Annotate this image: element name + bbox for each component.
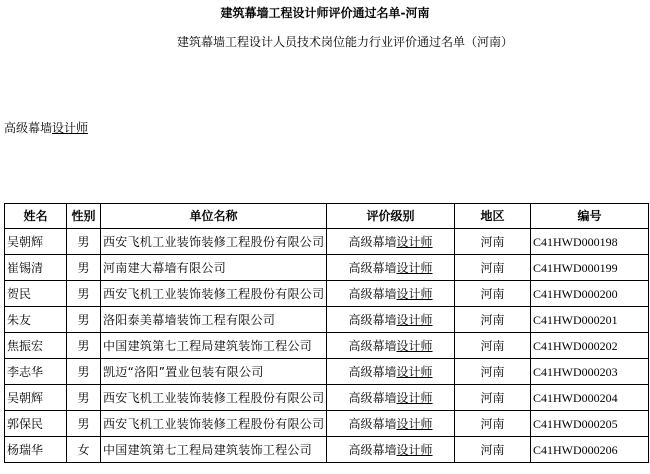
level-link[interactable]: 设计师: [396, 234, 433, 249]
level-cell: [327, 437, 455, 463]
region-cell: 河南: [455, 229, 531, 255]
name-cell: 崔锡清: [5, 255, 67, 281]
level-cell: [327, 359, 455, 385]
name-cell: 贺民: [5, 281, 67, 307]
name-cell: 李志华: [5, 359, 67, 385]
header-level: 评价级别: [327, 204, 455, 229]
level-prefix: 高级幕墙: [348, 390, 397, 405]
org-cell: 西安飞机工业装饰装修工程股份有限公司: [101, 281, 327, 307]
level-prefix: 高级幕墙: [348, 416, 397, 431]
level-cell: [327, 229, 455, 255]
level-link[interactable]: 设计师: [396, 260, 433, 275]
level-prefix: 高级幕墙: [348, 312, 397, 327]
header-region: 地区: [455, 204, 531, 229]
table-row: [5, 359, 649, 385]
region-cell: 河南: [455, 437, 531, 463]
header-gender: 性别: [67, 204, 101, 229]
code-cell: C41HWD000203: [531, 359, 649, 385]
level-prefix: 高级幕墙: [348, 338, 397, 353]
name-cell: 朱友: [5, 307, 67, 333]
section-label-link[interactable]: 设计师: [52, 121, 89, 135]
gender-cell: 男: [67, 255, 101, 281]
section-label-prefix: 高级幕墙: [4, 121, 53, 135]
gender-cell: 男: [67, 307, 101, 333]
table-row: [5, 437, 649, 463]
org-cell: 凯迈“洛阳”置业包装有限公司: [101, 359, 327, 385]
table-body: [5, 229, 649, 463]
roster-table: [4, 203, 649, 463]
code-cell: C41HWD000200: [531, 281, 649, 307]
name-cell: 杨瑞华: [5, 437, 67, 463]
level-cell: [327, 411, 455, 437]
org-cell: 河南建大幕墙有限公司: [101, 255, 327, 281]
gender-cell: 男: [67, 411, 101, 437]
header-code: 编号: [531, 204, 649, 229]
region-cell: 河南: [455, 411, 531, 437]
gender-cell: 男: [67, 385, 101, 411]
level-link[interactable]: 设计师: [396, 286, 433, 301]
level-prefix: 高级幕墙: [348, 442, 397, 457]
org-cell: 洛阳泰美幕墙装饰工程有限公司: [101, 307, 327, 333]
level-link[interactable]: 设计师: [396, 416, 433, 431]
table-row: [5, 333, 649, 359]
level-cell: [327, 307, 455, 333]
name-cell: 焦振宏: [5, 333, 67, 359]
code-cell: C41HWD000202: [531, 333, 649, 359]
region-cell: 河南: [455, 359, 531, 385]
code-cell: C41HWD000204: [531, 385, 649, 411]
level-cell: [327, 385, 455, 411]
table-row: [5, 255, 649, 281]
level-link[interactable]: 设计师: [396, 364, 433, 379]
code-cell: C41HWD000205: [531, 411, 649, 437]
gender-cell: 男: [67, 359, 101, 385]
name-cell: 吴朝辉: [5, 385, 67, 411]
code-cell: C41HWD000198: [531, 229, 649, 255]
level-link[interactable]: 设计师: [396, 442, 433, 457]
org-cell: 中国建筑第七工程局建筑装饰工程公司: [101, 437, 327, 463]
region-cell: 河南: [455, 307, 531, 333]
table-header-row: [5, 204, 649, 229]
gender-cell: 男: [67, 281, 101, 307]
org-cell: 中国建筑第七工程局建筑装饰工程公司: [101, 333, 327, 359]
header-name: 姓名: [5, 204, 67, 229]
table-row: [5, 229, 649, 255]
page-title: 建筑幕墙工程设计师评价通过名单-河南: [220, 6, 430, 20]
level-prefix: 高级幕墙: [348, 286, 397, 301]
section-label: [4, 120, 88, 136]
level-cell: [327, 333, 455, 359]
name-cell: 郭保民: [5, 411, 67, 437]
region-cell: 河南: [455, 385, 531, 411]
code-cell: C41HWD000206: [531, 437, 649, 463]
table-row: [5, 307, 649, 333]
level-prefix: 高级幕墙: [348, 260, 397, 275]
code-cell: C41HWD000201: [531, 307, 649, 333]
table-row: [5, 385, 649, 411]
code-cell: C41HWD000199: [531, 255, 649, 281]
level-link[interactable]: 设计师: [396, 390, 433, 405]
page-subtitle: 建筑幕墙工程设计人员技术岗位能力行业评价通过名单（河南）: [176, 35, 513, 49]
table-row: [5, 281, 649, 307]
gender-cell: 女: [67, 437, 101, 463]
level-prefix: 高级幕墙: [348, 364, 397, 379]
level-cell: [327, 281, 455, 307]
header-org: 单位名称: [101, 204, 327, 229]
gender-cell: 男: [67, 333, 101, 359]
region-cell: 河南: [455, 333, 531, 359]
table-row: [5, 411, 649, 437]
level-link[interactable]: 设计师: [396, 338, 433, 353]
org-cell: 西安飞机工业装饰装修工程股份有限公司: [101, 385, 327, 411]
level-prefix: 高级幕墙: [348, 234, 397, 249]
region-cell: 河南: [455, 255, 531, 281]
org-cell: 西安飞机工业装饰装修工程股份有限公司: [101, 229, 327, 255]
level-link[interactable]: 设计师: [396, 312, 433, 327]
gender-cell: 男: [67, 229, 101, 255]
region-cell: 河南: [455, 281, 531, 307]
level-cell: [327, 255, 455, 281]
name-cell: 吴朝辉: [5, 229, 67, 255]
org-cell: 西安飞机工业装饰装修工程股份有限公司: [101, 411, 327, 437]
